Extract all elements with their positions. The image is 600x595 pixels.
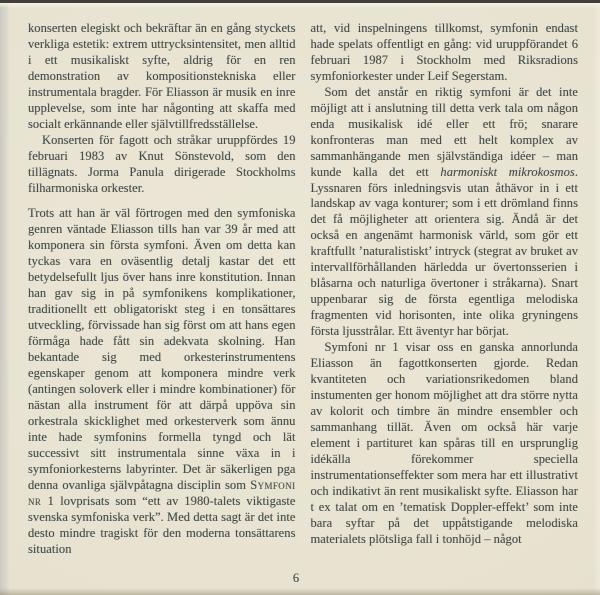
left-column	[28, 21, 296, 557]
text-segment: Konserten för fagott och stråkar uruppfördes 19 februari 1983 av Knut Sönstevold, som den tillägnats. Jorma Panula dirigerade Stockholms filharmoniska orkester.	[28, 132, 296, 195]
scan-edge-top-highlight	[0, 3, 600, 8]
scan-edge-bottom	[0, 588, 600, 595]
scan-edge-right	[593, 0, 600, 595]
paragraph	[311, 85, 579, 340]
page-number: 6	[292, 571, 300, 585]
text-columns	[28, 21, 578, 557]
scan-edge-left	[0, 0, 10, 595]
text-segment: Symfoni nr 1 visar oss en ganska annorlunda Eliasson än fagottkonserten gjorde. Redan kvantiteten och variationsrikedomen bland instumenten ger honom möjlighet att dra större nytta av kolorit och timbre än mindre ensembler och sammanhang tillät. Även om också här varje element i partituret kan spåras till en ursprunglig idékälla förekommer speciella instrumentationseffekter som mera har ett illustrativt och indikativt än rent musikaliskt syfte. Eliasson har t ex talat om en ’tematisk Doppler-effekt’ som inte bara syftar på det uppåtstigande melodiska materialets plötsliga fall i tonhöjd – något	[310, 340, 578, 546]
text-segment: harmoniskt mikrokosmos	[440, 164, 575, 179]
paragraph	[311, 340, 579, 547]
paragraph	[28, 206, 296, 557]
text-segment: att, vid inspelningens tillkomst, symfonin endast hade spelats offentligt en gång: vid uruppförandet 6 februari 1987 i Stockholm med Riksradions symfoniorkester under Leif Segerstam.	[310, 21, 578, 83]
paragraph	[28, 21, 296, 133]
text-segment: konserten elegiskt och bekräftar än en gång styckets verkliga estetik: extrem uttrycksintensitet, men alltid i ett musikaliskt syfte, aldrig för en ren demonstration av kompositionstekniska eller instrumentala bragder. För Eliasson är musik en inre upplevelse, som inte har någonting att skaffa med socialt erkännande eller självtillfredsställelse.	[28, 21, 296, 131]
paragraph	[311, 21, 579, 85]
text-segment: . Lyssnaren förs inledningsvis utan åthävor in i ett landskap av vaga konturer; som i ett drömland finns det få möjligheter att orientera sig. Ändå är det också en angenämt harmonisk värld, som gör ett kraftfullt ’naturalistiskt’ intryck (stegrat av bruket av intervallförhållanden härledda ur övertonsserien i blåsarna och naturliga övertoner i stråkarna). Snart uppenbarar sig de första egentliga melodiska fragmenten vid horisonten, inte olika gryningens första ljusstrålar. Ett äventyr har börjat.	[310, 164, 578, 339]
text-segment: Symfoni nr 1	[28, 477, 296, 508]
scan-edge-top	[0, 0, 600, 3]
text-segment: Som det anstår en riktig symfoni är det inte möjligt att i anslutning till detta verk tala om någon enda musikalisk idé eller ett frö; snarare konfronteras man med ett helt komplex av sammanhängande men självständiga idéer – man kunde kalla det ett	[310, 84, 578, 179]
right-column	[311, 21, 579, 557]
text-segment: Trots att han är väl förtrogen med den symfoniska genren väntade Eliasson tills han var 39 år med att komponera sin första symfoni. Även om detta kan tyckas vara en oväsentlig detalj kastar det ett betydelsefullt ljus över hans inre konstitution. Innan han gav sig in på symfonikens komplikationer, traditionellt ett obligatoriskt steg i en tonsättares utveckling, förvissade han sig först om att hans egen förmåga hade fått sin adekvata skolning. Han bekantade sig med orkesterinstrumentens egenskaper genom att komponera mindre verk (antingen soloverk eller i mindre kombinationer) för nästan alla instrument för att därpå uppöva sin orkestrala skicklighet med orkesterverk som ännu inte hade symfonins formella tyngd och lät successivt sitt instrumentala sinne växa in i symfoniorkesterns labyrinter. Det är säkerligen pga denna ovanliga självpåtagna disciplin som	[28, 206, 296, 492]
paragraph	[28, 133, 296, 197]
text-segment: lovprisats som “ett av 1980-talets viktigaste svenska symfoniska verk”. Med detta sagt är det inte desto mindre tragiskt för den moderna tonsättarens situation	[28, 493, 296, 556]
